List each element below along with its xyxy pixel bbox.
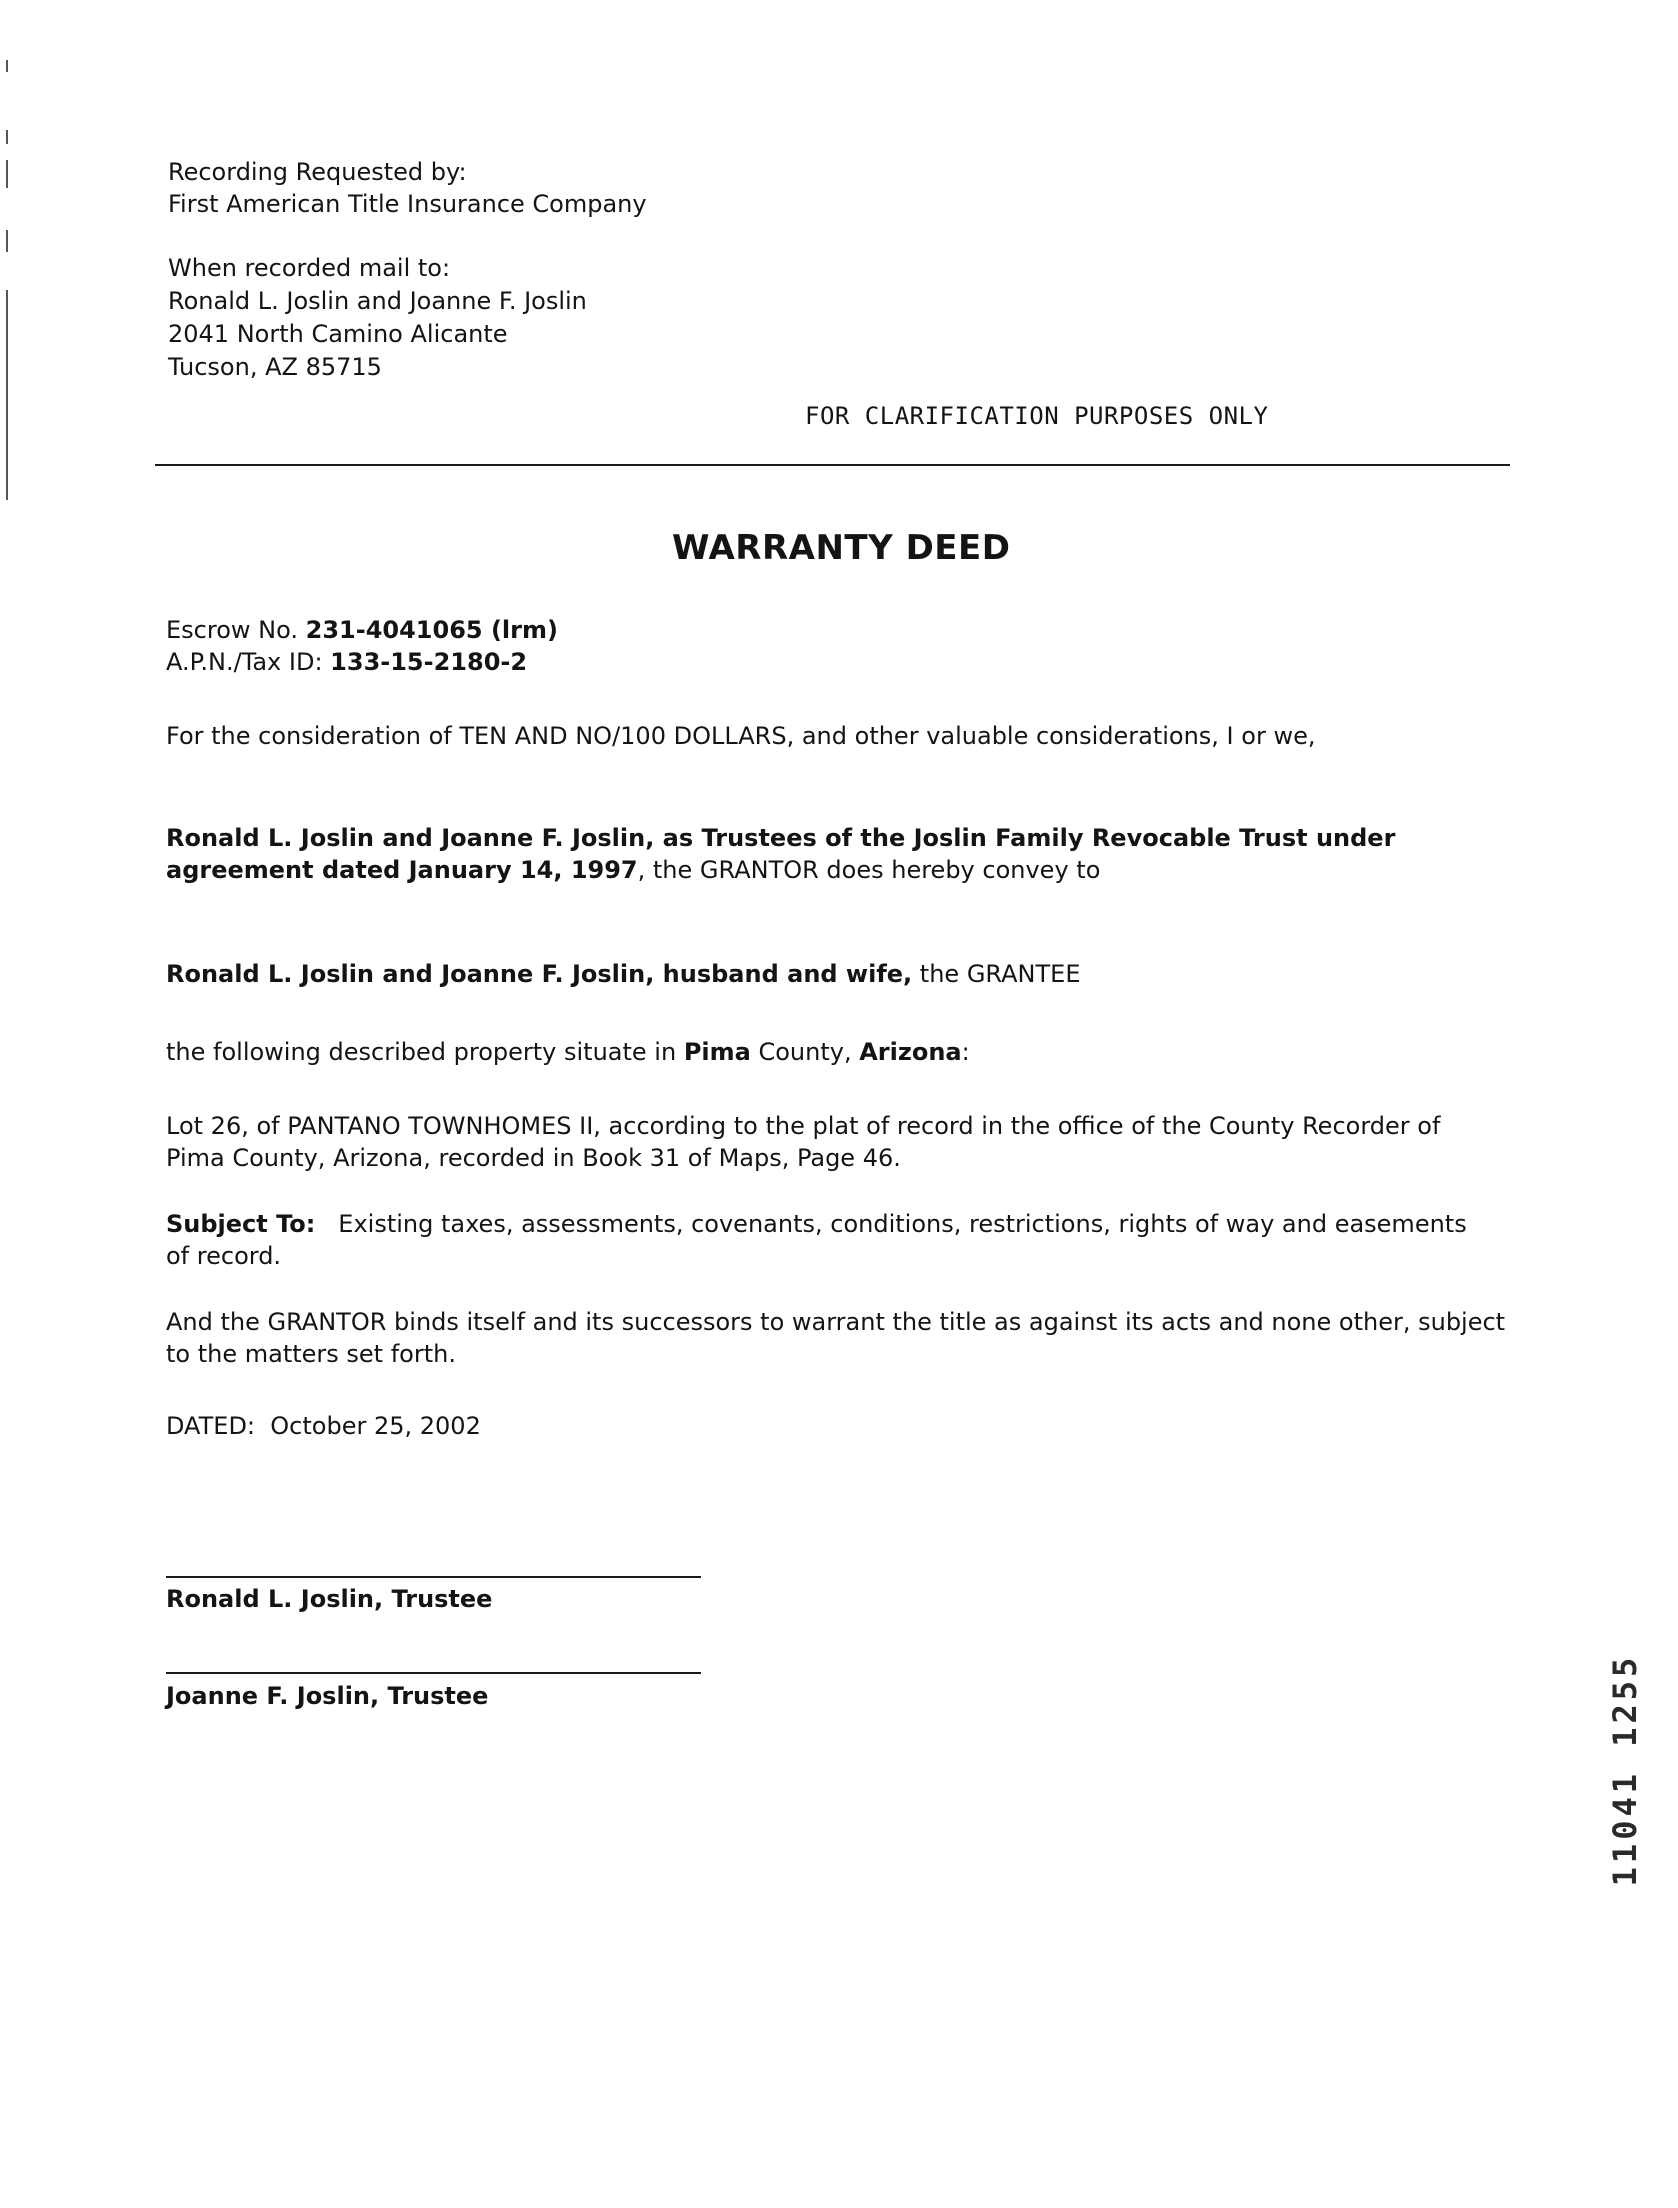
- escrow-number: 231-4041065 (lrm): [305, 616, 558, 644]
- grantee-names: Ronald L. Joslin and Joanne F. Joslin, husband and wife,: [166, 960, 913, 988]
- binder-mark: [6, 60, 8, 72]
- recording-requested-company: First American Title Insurance Company: [168, 190, 647, 218]
- grantee-rest: the GRANTEE: [912, 960, 1081, 988]
- binder-mark: [6, 290, 8, 500]
- recording-requested-label: Recording Requested by:: [168, 158, 467, 186]
- mail-to-city: Tucson, AZ 85715: [168, 353, 382, 381]
- warranty-clause: And the GRANTOR binds itself and its successors to warrant the title as against its acts and none other, subject to the matters set forth.: [166, 1308, 1506, 1368]
- recording-stamp: [1600, 1580, 1650, 1960]
- property-state: Arizona: [859, 1038, 962, 1066]
- property-intro: the following described property situate in: [166, 1038, 684, 1066]
- mail-to-name: Ronald L. Joslin and Joanne F. Joslin: [168, 287, 587, 315]
- binder-mark: [6, 230, 8, 252]
- signature-name: Joanne F. Joslin, Trustee: [166, 1682, 489, 1710]
- subject-to-text: Existing taxes, assessments, covenants, conditions, restrictions, rights of way and easements of record.: [166, 1210, 1467, 1270]
- subject-to-paragraph: [166, 1208, 1496, 1272]
- dated-line: [166, 1410, 481, 1442]
- property-county-word: County,: [750, 1038, 860, 1066]
- consideration-text: For the consideration of TEN AND NO/100 DOLLARS, and other valuable considerations, I or we,: [166, 722, 1316, 750]
- signature-line: [166, 1672, 701, 1674]
- mail-to-label: When recorded mail to:: [168, 254, 451, 282]
- header-divider: [155, 464, 1510, 466]
- legal-description: Lot 26, of PANTANO TOWNHOMES II, according to the plat of record in the office of the County Recorder of Pima County, Arizona, recorded in Book 31 of Maps, Page 46.: [166, 1112, 1441, 1172]
- subject-to-label: Subject To:: [166, 1210, 316, 1238]
- binder-mark: [6, 160, 8, 188]
- apn-line: [166, 646, 527, 678]
- signature-name: Ronald L. Joslin, Trustee: [166, 1585, 493, 1613]
- property-colon: :: [961, 1038, 970, 1066]
- signature-line: [166, 1576, 701, 1578]
- recording-stamp-text: 11041 1255: [1606, 1653, 1644, 1887]
- grantee-line: [166, 958, 1080, 990]
- escrow-label: Escrow No.: [166, 616, 298, 644]
- document-title: WARRANTY DEED: [672, 528, 1011, 568]
- grantor-names: Ronald L. Joslin and Joanne F. Joslin, as Trustees of the Joslin Family Revocable Trust under agreement dated January 14, 1997: [166, 824, 1396, 884]
- dated-label: DATED:: [166, 1412, 256, 1440]
- escrow-line: [166, 614, 558, 646]
- apn-number: 133-15-2180-2: [330, 648, 528, 676]
- dated-value: October 25, 2002: [270, 1412, 481, 1440]
- clarification-note: FOR CLARIFICATION PURPOSES ONLY: [805, 402, 1269, 430]
- apn-label: A.P.N./Tax ID:: [166, 648, 323, 676]
- mail-to-street: 2041 North Camino Alicante: [168, 320, 508, 348]
- property-line: [166, 1036, 970, 1068]
- grantor-paragraph: [166, 822, 1496, 886]
- grantor-rest: , the GRANTOR does hereby convey to: [637, 856, 1101, 884]
- property-county: Pima: [683, 1038, 751, 1066]
- binder-mark: [6, 130, 8, 144]
